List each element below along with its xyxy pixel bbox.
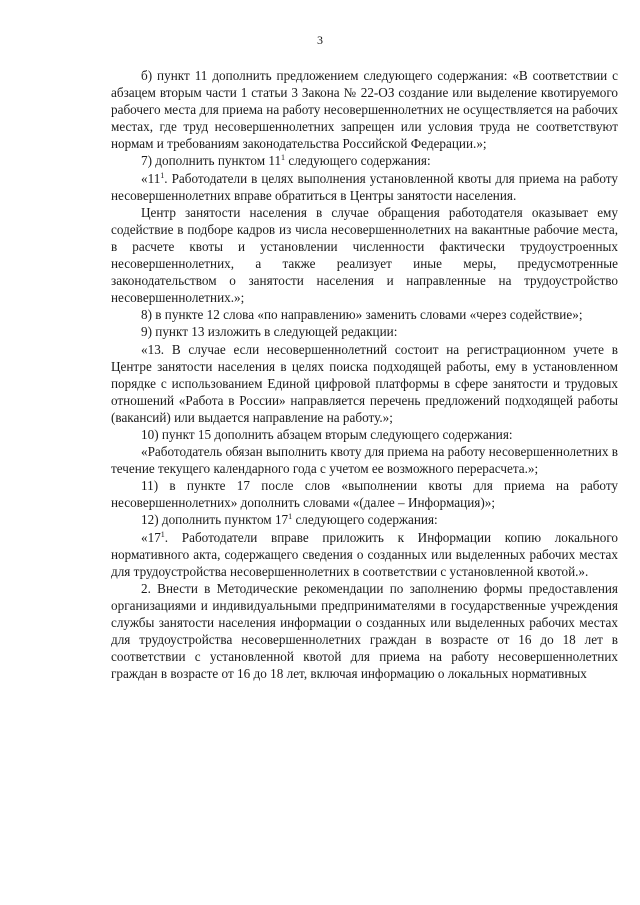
- paragraph-item-7: 7) дополнить пунктом $11^1$ следующего содержания:: [141, 153, 431, 169]
- paragraph-section-2: 2. Внести в Методические рекомендации по заполнению формы предоставления организациями и индивидуальными предпринимателями в государственные учреждения службы занятости населения информации о созданных или выделенных рабочих местах для трудоустройства несовершеннолетних граждан в возрасте от 16 до 18 лет в соответствии с установленной квотой для приема на работу несовершеннолетних граждан в возрасте от 16 до 18 лет, включая информацию о локальных нормативных: [111, 580, 618, 682]
- paragraph-item-9: 9) пункт 13 изложить в следующей редакции:: [141, 324, 398, 340]
- paragraph-item-12: 12) дополнить пунктом $17^1$ следующего содержания:: [141, 512, 438, 528]
- paragraph-item-13: «13. В случае если несовершеннолетний состоит на регистрационном учете в Центре занятости населения в целях поиска подходящей работы, ему в установленном порядке с использованием Единой цифровой платформы в сфере занятости и трудовых отношений «Работа в России» направляется перечень предложений подходящей работы (вакансий) или выдается направление на работу.»;: [111, 341, 618, 425]
- paragraph-item-11-1: «$11^1$. Работодатели в целях выполнения установленной квоты для приема на работу несовершеннолетних вправе обратиться в Центры занятости населения.: [111, 170, 618, 203]
- paragraph-employer-obligation: «Работодатель обязан выполнить квоту для приема на работу несовершеннолетних в течение текущего календарного года с учетом ее возможного перерасчета.»;: [111, 444, 618, 477]
- page-number: 3: [317, 33, 323, 47]
- paragraph-employment-center: Центр занятости населения в случае обращения работодателя оказывает ему содействие в подборе кадров из числа несовершеннолетних на вакантные рабочие места, в расчете квоты и установлении численности фактически трудоустроенных несовершеннолетних, а также реализует иные меры, предусмотренные законодательством о занятости населения и направленные на трудоустройство несовершеннолетних.»;: [111, 204, 618, 306]
- paragraph-item-10: 10) пункт 15 дополнить абзацем вторым следующего содержания:: [141, 426, 513, 442]
- paragraph-item-11: 11) в пункте 17 после слов «выполнении квоты для приема на работу несовершеннолетних» дополнить словами «(далее – Информация)»;: [111, 478, 618, 511]
- paragraph-item-17-1: «$17^1$. Работодатели вправе приложить к Информации копию локального нормативного акта, содержащего сведения о созданных или выделенных рабочих местах для трудоустройства несовершеннолетних в соответствии с установленной квотой.».: [111, 529, 618, 579]
- paragraph-item-b: б) пункт 11 дополнить предложением следующего содержания: «В соответствии с абзацем вторым части 1 статьи 3 Закона № 22-ОЗ создание или выделение квотируемого рабочего места для приема на работу несовершеннолетних не осуществляется на рабочих местах, где труд несовершеннолетних запрещен или условия труда не соответствуют нормам и требованиям законодательства Российской Федерации.»;: [111, 68, 618, 152]
- paragraph-item-8: 8) в пункте 12 слова «по направлению» заменить словами «через содействие»;: [141, 307, 583, 323]
- document-body: [111, 67, 618, 682]
